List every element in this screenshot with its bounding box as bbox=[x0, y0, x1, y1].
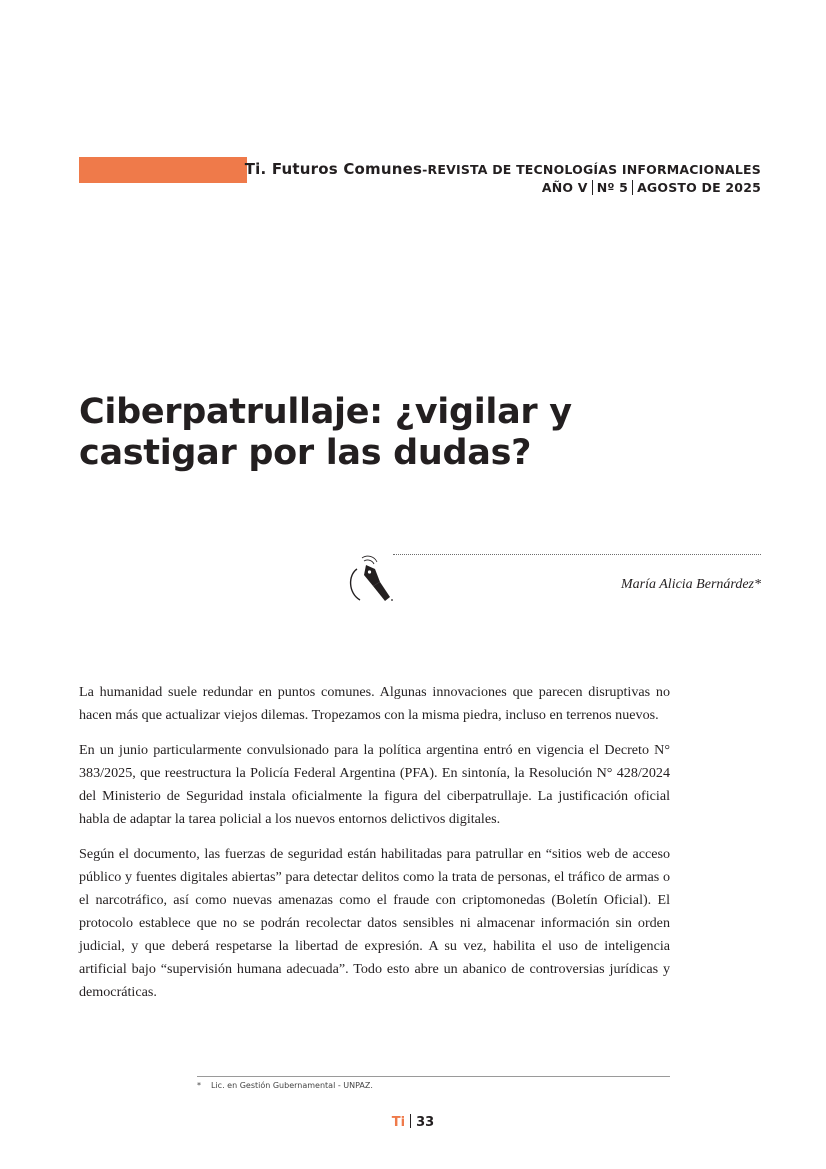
separator bbox=[632, 180, 633, 195]
fountain-pen-icon bbox=[344, 555, 396, 605]
paragraph: Según el documento, las fuerzas de seguridad están habilitadas para patrullar en “sitios web de acceso público y fuentes digitales abiertas” para detectar delitos como la trata de personas, el tráfico de armas o el narcotráfico, así como nuevas amenazas como el fraude con criptomonedas (Boletín Oficial). El protocolo establece que no se podrán recolectar datos sensibles ni almacenar información sin orden judicial, y que deberá respetarse la libertad de expresión. A su vez, habilita el uso de inteligencia artificial bajo “supervisión humana adecuada”. Todo esto abre un abanico de controversias jurídicas y democráticas. bbox=[79, 846, 670, 1000]
issue-year: AÑO V bbox=[541, 180, 588, 195]
author-divider bbox=[393, 554, 761, 555]
issue-date: AGOSTO DE 2025 bbox=[637, 180, 761, 195]
paragraph: En un junio particularmente convulsionado para la política argentina entró en vigencia el Decreto N° 383/2025, que reestructura la Policía Federal Argentina (PFA). En sintonía, la Resolución N° 428/2024 del Ministerio de Seguridad instala oficialmente la figura del ciberpatrullaje. La justificación oficial habla de adaptar la tarea policial a los nuevos entornos delictivos digitales. bbox=[79, 742, 670, 827]
separator bbox=[592, 180, 593, 195]
footnote-mark: * bbox=[197, 1081, 201, 1090]
footnote-divider bbox=[197, 1076, 670, 1077]
footnote bbox=[197, 1081, 373, 1090]
article-title: Ciberpatrullaje: ¿vigilar y castigar por las dudas? bbox=[79, 392, 572, 473]
footer-brand: Ti bbox=[391, 1115, 406, 1130]
footnote-text: Lic. en Gestión Gubernamental - UNPAZ. bbox=[211, 1081, 373, 1090]
article-body bbox=[79, 681, 670, 1016]
journal-name: Ti. Futuros Comunes bbox=[244, 160, 423, 178]
paragraph: La humanidad suele redundar en puntos comunes. Algunas innovaciones que parecen disruptivas no hacen más que actualizar viejos dilemas. Tropezamos con la misma piedra, incluso en terrenos nuevos. bbox=[79, 684, 670, 723]
page-number: 33 bbox=[416, 1115, 435, 1130]
masthead-line-1 bbox=[245, 160, 761, 179]
page-footer bbox=[0, 1114, 826, 1130]
author-name: María Alicia Bernárdez* bbox=[621, 577, 761, 592]
separator bbox=[410, 1114, 411, 1128]
masthead bbox=[245, 160, 761, 197]
header-accent-bar bbox=[79, 157, 247, 183]
issue-number: Nº 5 bbox=[596, 180, 629, 195]
journal-subtitle: -REVISTA DE TECNOLOGÍAS INFORMACIONALES bbox=[422, 162, 761, 177]
masthead-line-2 bbox=[245, 179, 761, 197]
